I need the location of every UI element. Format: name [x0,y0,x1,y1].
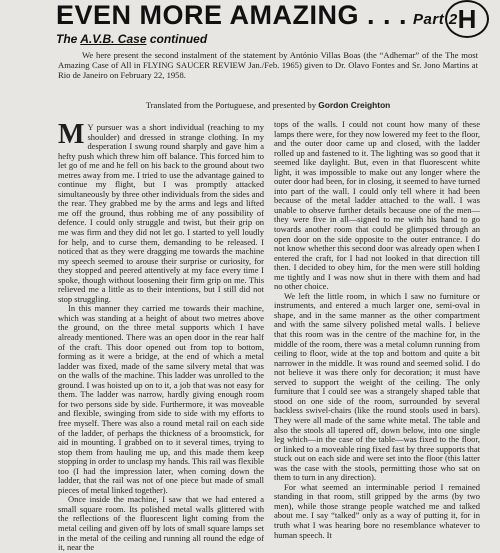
body-column-left [58,119,264,553]
body-paragraph: tops of the walls. I could not count how many of these lamps there were, for they now lowered my feet to the floor, and the outer door came up and closed, with the ladder rolled up and fastened to it. The lighting was so good that it seemed like daylight. But, even in that fluorescent white light, it was impossible to make out any longer where the outer door had been, for in closing, it seemed to have turned into part of the wall. I could only tell where it had been because of the metal ladder attached to the wall. I was unable to observe further details because one of the men—they were five in all—signed to me with his hand to go towards another room that could be glimpsed through an open door on the side opposite to the outer entrance. I do not know whether this second door was already open when I entered the craft, for I had not looked in that direction till then. I decided to obey him, for the men were still holding me tightly and I was now shut in there with them and had no other choice. [274,119,480,292]
body-paragraph: We left the little room, in which I saw no furniture or instruments, and entered a much larger one, semi-oval in shape, and in the same manner as the other compartment and with the same silvery polished metal walls. I believe that this room was in the centre of the machine for, in the middle of the room, there was a metal column running from ceiling to floor, wide at the top and bottom and quite a bit narrower in the middle. It was round and seemed solid. I do not believe it was there only for decoration; it must have served to support the weight of the ceiling. The only furniture that I could see was a strangely shaped table that stood on one side of the room, surrounded by several backless swivel-chairs (like the round stools used in bars). They were all made of the same white metal. The table and also the stools all tapered off, down below, into one single leg which—in the case of the table—was fixed to the floor, or linked to a moveable ring fixed fast by three supports that stuck out on each side and were set into the floor (this latter was the case with the stools, permitting those who sat on them to turn in any direction). [274,290,480,483]
body-column-right [274,119,480,540]
handwritten-letter-stamp: H [445,0,489,38]
body-paragraph-text: Y pursuer was a short individual (reaching to my shoulder) and dressed in strange clothing. In my desperation I swung round sharply and gave him a hefty push which threw him off balance. This forced him to let go of me and he fell on his back to the ground about two metres away from me. I tried to use the advantage gained to continue my flight, but I was promptly attacked simultaneously by three other individuals from the sides and the rear. They grabbed me by the arms and legs and lifted me off the ground, thus robbing me of any possibility of defence. I could only struggle and twist, but their grip on me was firm and they did not let go. I started to yell loudly for help, and to curse them, demanding to be released. I noticed that as they were dragging me towards the machine my speech seemed to arouse their surprise or curiosity, for they stopped and peered attentively at my face every time I spoke, though without loosening their firm grip on me. This relieved me a little as to their intentions, but I still did not stop struggling. [58,122,264,304]
translator-name: Gordon Creighton [318,100,391,110]
body-paragraph: For what seemed an interminable period I remained standing in that room, still gripped by the arms (by two men), while those strange people watched me and talked about me. I say “talked” only as a way of putting it, for in truth what I was hearing bore no resemblance whatever to human speech. It [274,481,480,540]
body-paragraph [58,119,264,304]
subtitle-suffix: continued [149,32,208,46]
translator-credit-prefix: Translated from the Portuguese, and presented by [145,100,317,110]
subtitle-case-name: A.V.B. Case [80,32,147,46]
article-subtitle [56,32,207,46]
article-title [56,0,458,35]
part-number: Part 2 [413,11,458,28]
body-paragraph: Once inside the machine, I saw that we had entered a small square room. Its polished metal walls glittered with the reflections of the fluorescent light coming from the metal ceiling and given off by lots of small square lamps set in the metal of the ceiling and running all round the edge of it, near the [58,494,264,553]
drop-cap: M [58,119,85,150]
intro-paragraph: We here present the second instalment of the statement by António Villas Boas (the “Adhemar” of the The most Amazing Case of All in FLYING SAUCER REVIEW Jan./Feb. 1965) given to Dr. Olavo Fontes and Sr. Jono Martins at Rio de Janeiro on February 22, 1958. [58,50,478,81]
subtitle-prefix: The [56,32,78,46]
body-paragraph: In this manner they carried me towards their machine, which was standing at a height of about two metres above the ground, on the three metal supports which I have already mentioned. There was an open door in the rear half of the craft. This door opened out from top to bottom, forming as it were a bridge, at the end of which a metal ladder was fixed, made of the same silvery metal that was on the walls of the machine. This ladder was unrolled to the ground. I was hoisted up on to it, a job that was not easy for them. The ladder was narrow, hardly giving enough room for two persons side by side. Furthermore, it was moveable and flexible, swinging from side to side with my efforts to free myself. There was also a round metal rail on each side of the ladder, of perhaps the thickness of a broomstick, for aid in mounting. I grabbed on to it several times, trying to stop them from hauling me up, and this made them keep stopping in order to unclasp my hands. This rail was flexible too (I had the impression later, when coming down the ladder, that the rail was not of one piece but made of small pieces of metal linked together). [58,303,264,495]
translator-credit [58,100,478,110]
article-title-text: EVEN MORE AMAZING . . . [56,0,408,30]
